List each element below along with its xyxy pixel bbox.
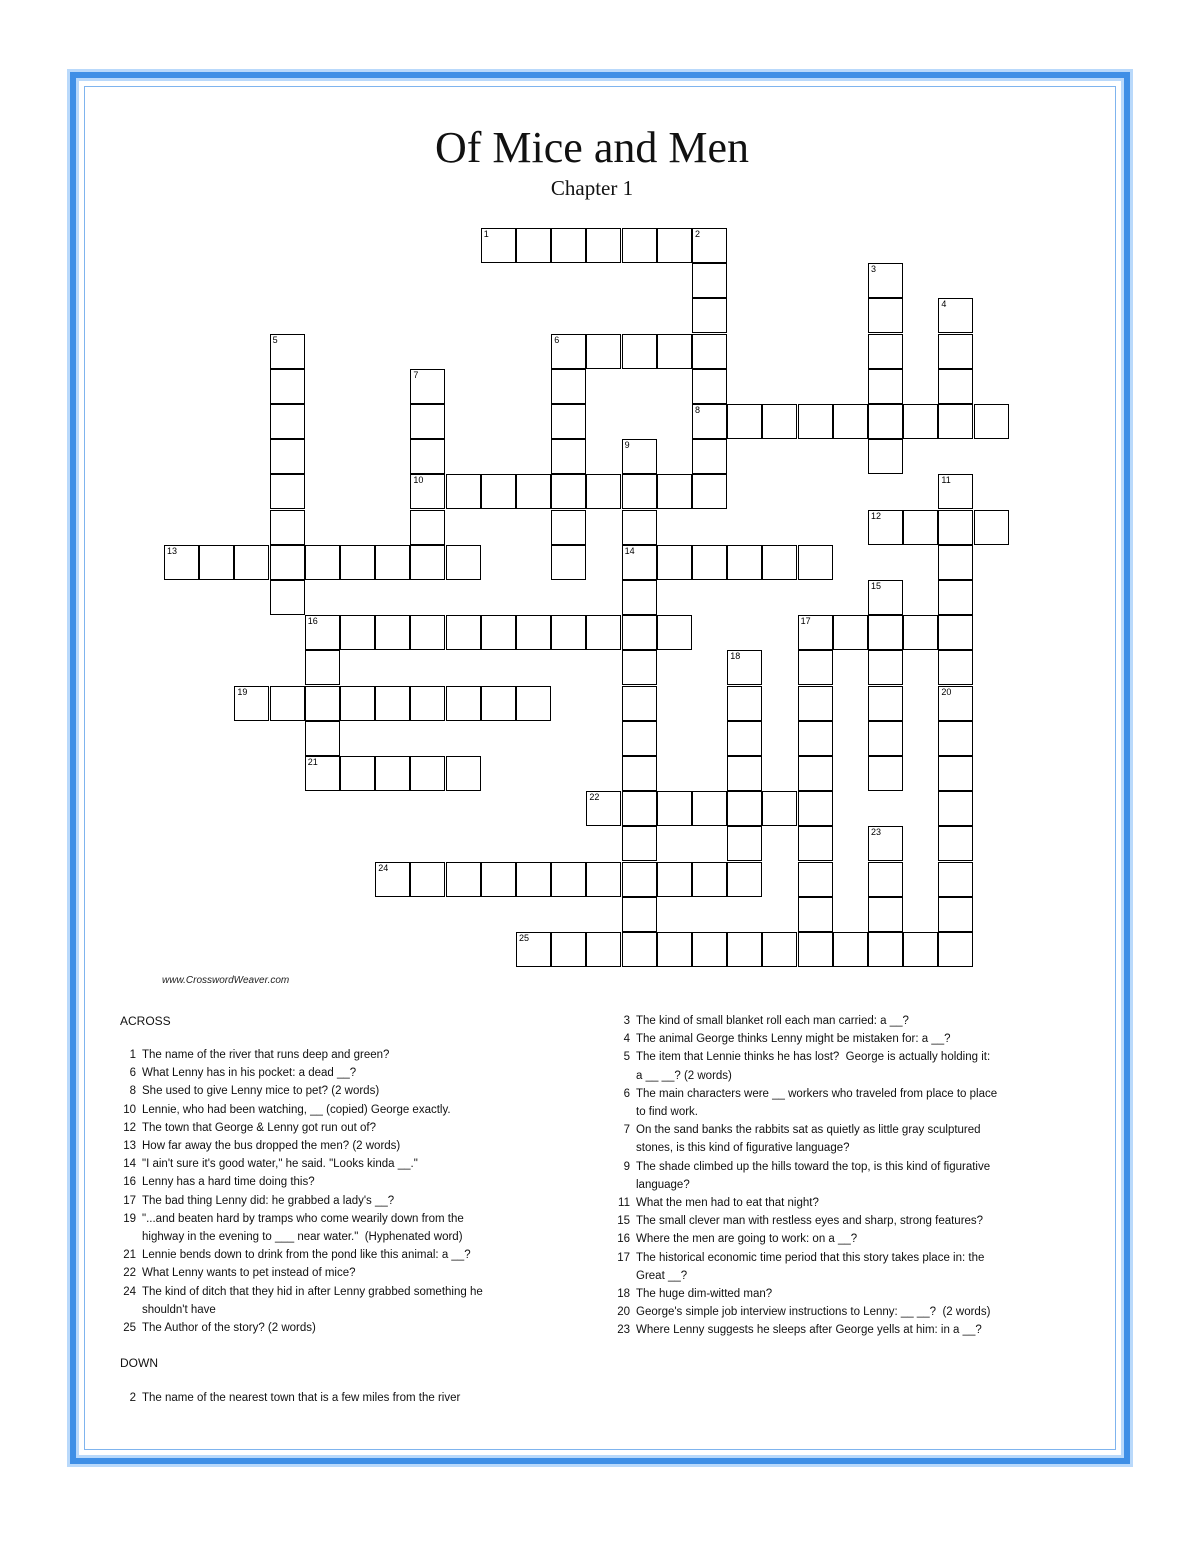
source-credit: www.CrosswordWeaver.com [162, 975, 290, 986]
grid-cell[interactable] [727, 826, 762, 861]
grid-cell[interactable] [622, 897, 657, 932]
clue-number: 24 [378, 862, 389, 873]
grid-cell[interactable] [798, 404, 833, 439]
grid-cell[interactable] [551, 404, 586, 439]
grid-cell[interactable] [938, 404, 973, 439]
grid-cell[interactable] [305, 650, 340, 685]
clue-number: 5 [272, 334, 278, 345]
clue-number: 18 [617, 1288, 630, 1300]
clue-text: The name of the nearest town that is a few miles from the river [142, 1392, 461, 1404]
grid-cell[interactable] [622, 545, 657, 580]
grid-cell[interactable] [974, 510, 1009, 545]
grid-cell[interactable] [798, 686, 833, 721]
clue-text: stones, is this kind of figurative language? [636, 1142, 850, 1155]
grid-cell[interactable] [798, 897, 833, 932]
grid-cell[interactable] [622, 826, 657, 861]
grid-cell[interactable] [762, 932, 797, 967]
grid-cell[interactable] [516, 615, 551, 650]
clue-text: The historical economic time period that this story takes place in: the [636, 1251, 985, 1264]
grid-cell[interactable] [798, 756, 833, 791]
grid-cell[interactable] [692, 228, 727, 263]
grid-cell[interactable] [692, 862, 727, 897]
grid-cell[interactable] [938, 334, 973, 369]
grid-cell[interactable] [270, 369, 305, 404]
grid-cell[interactable] [938, 298, 973, 333]
grid-cell[interactable] [551, 439, 586, 474]
grid-cell[interactable] [586, 334, 621, 369]
grid-cell[interactable] [622, 615, 657, 650]
grid-cell[interactable] [586, 228, 621, 263]
clue-number: 2 [695, 229, 701, 239]
down-heading: DOWN [120, 1356, 158, 1370]
clue-number: 14 [624, 545, 635, 556]
grid-cell[interactable] [551, 369, 586, 404]
grid-cell[interactable] [727, 404, 762, 439]
grid-cell[interactable] [481, 228, 516, 263]
clue-number: 16 [123, 1176, 136, 1189]
grid-cell[interactable] [622, 686, 657, 721]
grid-cell[interactable] [551, 510, 586, 545]
grid-cell[interactable] [586, 615, 621, 650]
clue-number: 19 [123, 1212, 136, 1225]
grid-cell[interactable] [798, 545, 833, 580]
clue-text: shouldn't have [142, 1303, 216, 1316]
grid-cell[interactable] [446, 474, 481, 509]
grid-cell[interactable] [798, 862, 833, 897]
clue-number: 7 [413, 369, 419, 380]
grid-cell[interactable] [305, 721, 340, 756]
grid-cell[interactable] [622, 334, 657, 369]
grid-cell[interactable] [903, 510, 938, 545]
across-heading: ACROSS [120, 1014, 171, 1028]
grid-cell[interactable] [938, 615, 973, 650]
clue-number: 6 [623, 1087, 630, 1100]
clue-number: 25 [519, 933, 530, 943]
clue-number: 6 [129, 1067, 136, 1080]
grid-cell[interactable] [938, 686, 973, 721]
clue-text: The Author of the story? (2 words) [142, 1322, 316, 1334]
grid-cell[interactable] [938, 932, 973, 967]
grid-cell[interactable] [798, 721, 833, 756]
grid-cell[interactable] [551, 615, 586, 650]
clue-text: George's simple job interview instructions to Lenny: __ __? (2 words) [636, 1306, 991, 1319]
clue-text: The main characters were __ workers who traveled from place to place [636, 1087, 998, 1100]
clue-number: 20 [617, 1306, 630, 1319]
grid-cell[interactable] [270, 404, 305, 439]
clue-number: 4 [941, 299, 947, 310]
clue-number: 11 [941, 475, 951, 486]
clue-number: 17 [123, 1194, 136, 1207]
clue-number: 11 [618, 1197, 630, 1209]
clue-text: Lenny has a hard time doing this? [142, 1176, 315, 1189]
grid-cell[interactable] [622, 580, 657, 615]
clue-text: to find work. [636, 1106, 698, 1118]
grid-cell[interactable] [762, 791, 797, 826]
grid-cell[interactable] [410, 756, 445, 791]
clue-number: 15 [617, 1215, 630, 1228]
clue-number: 14 [123, 1158, 136, 1171]
grid-cell[interactable] [903, 404, 938, 439]
grid-cell[interactable] [657, 474, 692, 509]
grid-cell[interactable] [692, 545, 727, 580]
grid-cell[interactable] [551, 932, 586, 967]
grid-cell[interactable] [938, 474, 973, 509]
clue-text: The huge dim-witted man? [636, 1288, 773, 1300]
grid-cell[interactable] [868, 862, 903, 897]
grid-cell[interactable] [938, 862, 973, 897]
clue-text: She used to give Lenny mice to pet? (2 words) [142, 1085, 380, 1098]
clue-text: What Lenny has in his pocket: a dead __? [142, 1067, 357, 1080]
grid-cell[interactable] [657, 334, 692, 369]
grid-cell[interactable] [938, 897, 973, 932]
grid-cell[interactable] [622, 721, 657, 756]
clue-text: The town that George & Lenny got run out of? [142, 1121, 376, 1134]
grid-cell[interactable] [657, 791, 692, 826]
grid-cell[interactable] [622, 862, 657, 897]
grid-cell[interactable] [938, 545, 973, 580]
grid-cell[interactable] [481, 615, 516, 650]
grid-cell[interactable] [762, 404, 797, 439]
grid-cell[interactable] [798, 932, 833, 967]
worksheet-subtitle: Chapter 1 [550, 176, 634, 200]
grid-cell[interactable] [305, 615, 340, 650]
clue-text: The kind of ditch that they hid in after Lenny grabbed something he [142, 1285, 483, 1298]
clue-number: 24 [123, 1285, 136, 1298]
grid-cell[interactable] [551, 862, 586, 897]
grid-cell[interactable] [516, 228, 551, 263]
worksheet-title: Of Mice and Men [434, 123, 749, 172]
clue-text: The name of the river that runs deep and green? [142, 1049, 390, 1061]
grid-cell[interactable] [868, 263, 903, 298]
grid-cell[interactable] [938, 721, 973, 756]
clue-number: 5 [623, 1051, 630, 1064]
grid-cell[interactable] [974, 404, 1009, 439]
grid-cell[interactable] [868, 615, 903, 650]
grid-cell[interactable] [622, 228, 657, 263]
clue-number: 2 [129, 1392, 136, 1404]
grid-cell[interactable] [622, 510, 657, 545]
clue-number: 13 [123, 1140, 136, 1152]
grid-cell[interactable] [586, 474, 621, 509]
clue-number: 25 [123, 1322, 136, 1334]
clue-text: Lennie, who had been watching, __ (copied) George exactly. [142, 1103, 451, 1116]
clue-number: 16 [307, 616, 318, 627]
clue-text: What the men had to eat that night? [636, 1197, 819, 1209]
grid-cell[interactable] [727, 721, 762, 756]
clue-number: 6 [554, 334, 560, 345]
grid-cell[interactable] [727, 862, 762, 897]
grid-cell[interactable] [657, 932, 692, 967]
grid-cell[interactable] [410, 510, 445, 545]
grid-cell[interactable] [446, 615, 481, 650]
clue-text: Where Lenny suggests he sleeps after George yells at him: in a __? [636, 1324, 982, 1337]
grid-cell[interactable] [868, 826, 903, 861]
clue-text: The small clever man with restless eyes and sharp, strong features? [636, 1215, 984, 1228]
grid-cell[interactable] [692, 932, 727, 967]
grid-cell[interactable] [586, 791, 621, 826]
clue-text: The animal George thinks Lenny might be mistaken for: a __? [636, 1033, 951, 1046]
grid-cell[interactable] [551, 545, 586, 580]
grid-cell[interactable] [164, 545, 199, 580]
clue-number: 23 [617, 1324, 630, 1337]
grid-cell[interactable] [692, 791, 727, 826]
clue-text: "I ain't sure it's good water," he said. "Looks kinda __." [142, 1158, 418, 1171]
grid-cell[interactable] [375, 756, 410, 791]
clue-number: 10 [123, 1103, 136, 1116]
clue-text: On the sand banks the rabbits sat as quietly as little gray sculptured [636, 1124, 981, 1137]
clue-text: "...and beaten hard by tramps who come wearily down from the [142, 1212, 464, 1225]
grid-cell[interactable] [305, 686, 340, 721]
clue-text: The bad thing Lenny did: he grabbed a lady's __? [142, 1194, 395, 1207]
clue-number: 1 [483, 229, 489, 239]
clue-number: 8 [695, 405, 701, 415]
grid-cell[interactable] [270, 510, 305, 545]
grid-cell[interactable] [692, 334, 727, 369]
grid-cell[interactable] [727, 932, 762, 967]
grid-cell[interactable] [305, 545, 340, 580]
grid-cell[interactable] [903, 932, 938, 967]
grid-cell[interactable] [375, 545, 410, 580]
grid-cell[interactable] [340, 615, 375, 650]
clue-number: 9 [623, 1160, 630, 1173]
grid-cell[interactable] [481, 686, 516, 721]
grid-cell[interactable] [692, 263, 727, 298]
grid-cell[interactable] [938, 791, 973, 826]
grid-cell[interactable] [516, 862, 551, 897]
grid-cell[interactable] [868, 404, 903, 439]
clue-text: The kind of small blanket roll each man carried: a __? [636, 1015, 909, 1027]
grid-cell[interactable] [938, 650, 973, 685]
grid-cell[interactable] [622, 439, 657, 474]
grid-cell[interactable] [938, 510, 973, 545]
grid-cell[interactable] [305, 756, 340, 791]
clue-number: 18 [730, 651, 741, 662]
clue-number: 19 [237, 686, 248, 697]
grid-cell[interactable] [727, 650, 762, 685]
grid-cell[interactable] [199, 545, 234, 580]
clue-number: 4 [623, 1033, 630, 1046]
grid-cell[interactable] [868, 334, 903, 369]
grid-cell[interactable] [657, 228, 692, 263]
grid-cell[interactable] [657, 862, 692, 897]
grid-cell[interactable] [868, 721, 903, 756]
grid-cell[interactable] [410, 369, 445, 404]
grid-cell[interactable] [938, 580, 973, 615]
grid-cell[interactable] [657, 615, 692, 650]
grid-cell[interactable] [410, 686, 445, 721]
grid-cell[interactable] [551, 334, 586, 369]
grid-cell[interactable] [586, 932, 621, 967]
grid-cell[interactable] [798, 791, 833, 826]
grid-cell[interactable] [446, 545, 481, 580]
grid-cell[interactable] [622, 756, 657, 791]
grid-cell[interactable] [551, 228, 586, 263]
grid-cell[interactable] [410, 862, 445, 897]
grid-cell[interactable] [938, 369, 973, 404]
grid-cell[interactable] [622, 474, 657, 509]
grid-cell[interactable] [833, 404, 868, 439]
clue-text: Where the men are going to work: on a __? [636, 1233, 858, 1246]
grid-cell[interactable] [270, 334, 305, 369]
grid-cell[interactable] [410, 439, 445, 474]
clue-text: The item that Lennie thinks he has lost? George is actually holding it: [636, 1051, 991, 1064]
grid-cell[interactable] [481, 862, 516, 897]
grid-cell[interactable] [586, 862, 621, 897]
grid-cell[interactable] [516, 474, 551, 509]
clue-number: 17 [617, 1251, 630, 1264]
grid-cell[interactable] [657, 545, 692, 580]
grid-cell[interactable] [868, 686, 903, 721]
clue-text: language? [636, 1178, 690, 1191]
clue-text: What Lenny wants to pet instead of mice? [142, 1267, 356, 1280]
clue-number: 13 [167, 545, 178, 556]
grid-cell[interactable] [727, 756, 762, 791]
grid-cell[interactable] [868, 932, 903, 967]
grid-cell[interactable] [762, 545, 797, 580]
clue-number: 12 [123, 1121, 136, 1134]
grid-cell[interactable] [270, 439, 305, 474]
grid-cell[interactable] [868, 897, 903, 932]
grid-cell[interactable] [798, 650, 833, 685]
grid-cell[interactable] [375, 615, 410, 650]
clue-text: a __ __? (2 words) [636, 1069, 732, 1082]
grid-cell[interactable] [798, 826, 833, 861]
grid-cell[interactable] [868, 650, 903, 685]
grid-cell[interactable] [868, 369, 903, 404]
grid-cell[interactable] [938, 826, 973, 861]
grid-cell[interactable] [270, 545, 305, 580]
grid-cell[interactable] [833, 615, 868, 650]
grid-cell[interactable] [234, 686, 269, 721]
clue-number: 1 [129, 1049, 136, 1061]
grid-cell[interactable] [622, 932, 657, 967]
grid-cell[interactable] [692, 369, 727, 404]
grid-cell[interactable] [270, 580, 305, 615]
grid-cell[interactable] [727, 686, 762, 721]
clue-number: 21 [307, 757, 318, 767]
grid-cell[interactable] [446, 756, 481, 791]
grid-cell[interactable] [868, 756, 903, 791]
clue-text: How far away the bus dropped the men? (2 words) [142, 1140, 401, 1152]
clue-number: 10 [413, 475, 424, 486]
grid-cell[interactable] [622, 650, 657, 685]
grid-cell[interactable] [551, 474, 586, 509]
grid-cell[interactable] [446, 862, 481, 897]
grid-cell[interactable] [622, 791, 657, 826]
clue-number: 20 [941, 686, 952, 697]
grid-cell[interactable] [270, 474, 305, 509]
clue-text: Lennie bends down to drink from the pond like this animal: a __? [142, 1249, 471, 1262]
grid-cell[interactable] [833, 932, 868, 967]
grid-cell[interactable] [410, 404, 445, 439]
clue-number: 12 [871, 510, 882, 521]
grid-cell[interactable] [234, 545, 269, 580]
grid-cell[interactable] [410, 615, 445, 650]
clue-number: 7 [623, 1124, 630, 1137]
grid-cell[interactable] [938, 756, 973, 791]
grid-cell[interactable] [516, 932, 551, 967]
clue-text: Great __? [636, 1269, 688, 1282]
grid-cell[interactable] [340, 756, 375, 791]
clue-number: 17 [800, 616, 811, 627]
grid-cell[interactable] [446, 686, 481, 721]
grid-cell[interactable] [903, 615, 938, 650]
grid-cell[interactable] [340, 686, 375, 721]
clue-number: 16 [617, 1233, 630, 1246]
grid-cell[interactable] [692, 298, 727, 333]
clue-number: 22 [123, 1267, 136, 1280]
clue-text: highway in the evening to ___ near water." (Hyphenated word) [142, 1231, 463, 1243]
grid-cell[interactable] [410, 545, 445, 580]
grid-cell[interactable] [692, 439, 727, 474]
clue-number: 3 [623, 1015, 630, 1027]
grid-cell[interactable] [516, 686, 551, 721]
grid-cell[interactable] [727, 791, 762, 826]
grid-cell[interactable] [727, 545, 762, 580]
clue-number: 8 [129, 1085, 136, 1098]
grid-cell[interactable] [692, 404, 727, 439]
grid-cell[interactable] [375, 686, 410, 721]
grid-cell[interactable] [410, 474, 445, 509]
clue-number: 15 [871, 581, 882, 591]
clue-number: 9 [624, 440, 630, 451]
clue-number: 21 [123, 1249, 136, 1262]
clue-number: 23 [871, 827, 882, 838]
grid-cell[interactable] [481, 474, 516, 509]
grid-cell[interactable] [868, 580, 903, 615]
grid-cell[interactable] [868, 439, 903, 474]
grid-cell[interactable] [270, 686, 305, 721]
grid-cell[interactable] [340, 545, 375, 580]
clue-number: 22 [589, 792, 600, 803]
clue-text: The shade climbed up the hills toward the top, is this kind of figurative [636, 1160, 991, 1173]
grid-cell[interactable] [692, 474, 727, 509]
grid-cell[interactable] [868, 510, 903, 545]
grid-cell[interactable] [375, 862, 410, 897]
grid-cell[interactable] [798, 615, 833, 650]
clue-number: 3 [871, 264, 877, 275]
grid-cell[interactable] [868, 298, 903, 333]
